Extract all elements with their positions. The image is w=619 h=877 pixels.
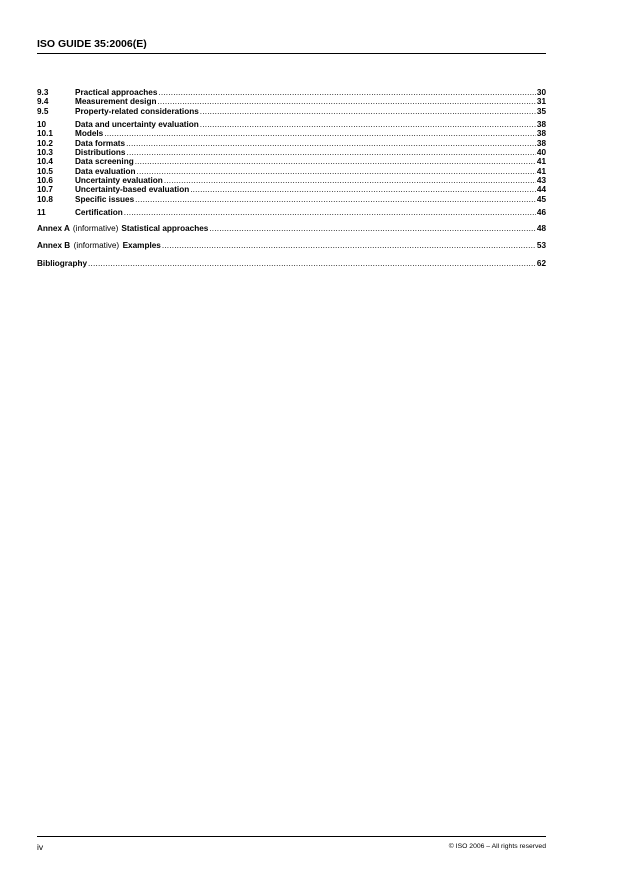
annex-label: Annex B — [37, 241, 71, 251]
toc-entry-page: 38 — [536, 138, 546, 148]
toc-entry[interactable] — [37, 88, 546, 97]
toc-entry-title: Uncertainty-based evaluation — [75, 185, 190, 195]
toc-entry-number: 10.4 — [37, 157, 53, 167]
toc-entry-title: Examples — [122, 241, 161, 251]
toc-entry[interactable] — [37, 120, 546, 129]
toc-entry[interactable] — [37, 139, 546, 148]
dot-leader — [158, 88, 536, 97]
toc-entry-page: 62 — [536, 258, 546, 268]
dot-leader — [124, 208, 536, 217]
header-divider — [37, 53, 546, 54]
toc-entry-title: Models — [75, 129, 104, 139]
annex-type: (informative) — [73, 241, 120, 251]
toc-entry-title: Data screening — [75, 157, 134, 167]
toc-bibliography-entry[interactable] — [37, 259, 546, 268]
toc-entry-page: 44 — [536, 185, 546, 195]
toc-entry-number: 10 — [37, 120, 47, 130]
dot-leader — [157, 97, 535, 106]
toc-entry-title: Distributions — [75, 148, 126, 158]
toc-entry-number: 10.6 — [37, 175, 53, 185]
toc-entry-page: 41 — [536, 166, 546, 176]
toc-entry-page: 45 — [536, 194, 546, 204]
dot-leader — [162, 241, 536, 250]
annex-type: (informative) — [72, 223, 119, 233]
toc-entry-title: Certification — [75, 208, 123, 218]
toc-entry-number: 10.5 — [37, 166, 53, 176]
dot-leader — [164, 176, 536, 185]
toc-entry-number: 10.7 — [37, 185, 53, 195]
toc-entry-title: Data evaluation — [75, 166, 136, 176]
copyright-notice: © ISO 2006 – All rights reserved — [448, 843, 546, 850]
toc-entry-page: 31 — [536, 97, 546, 107]
toc-entry-page: 38 — [536, 129, 546, 139]
toc-entry[interactable] — [37, 157, 546, 166]
toc-entry[interactable] — [37, 208, 546, 217]
dot-leader — [190, 185, 536, 194]
toc-entry-page: 43 — [536, 175, 546, 185]
toc-entry-title: Statistical approaches — [121, 223, 209, 233]
dot-leader — [209, 224, 536, 233]
toc-entry-title: Specific issues — [75, 194, 135, 204]
toc-entry-page: 35 — [536, 106, 546, 116]
page-number: iv — [37, 842, 44, 852]
toc-entry-page: 41 — [536, 157, 546, 167]
toc-entry-number: 10.2 — [37, 138, 53, 148]
dot-leader — [126, 139, 536, 148]
dot-leader — [88, 259, 536, 268]
toc-entry-number: 9.3 — [37, 88, 49, 97]
toc-entry[interactable] — [37, 129, 546, 138]
toc-entry[interactable] — [37, 148, 546, 157]
toc-entry[interactable] — [37, 176, 546, 185]
toc-entry-title: Uncertainty evaluation — [75, 175, 163, 185]
toc-entry-title: Property-related considerations — [75, 106, 199, 116]
dot-leader — [127, 148, 536, 157]
toc-entry-page: 38 — [536, 120, 546, 130]
toc-annex-entry[interactable] — [37, 241, 546, 250]
toc-entry[interactable] — [37, 195, 546, 204]
dot-leader — [137, 167, 536, 176]
footer-divider — [37, 836, 546, 837]
toc-entry-number: 11 — [37, 208, 46, 218]
toc-entry[interactable] — [37, 97, 546, 106]
toc-entry-title: Data formats — [75, 138, 126, 148]
toc-entry-number: 9.4 — [37, 97, 49, 107]
dot-leader — [200, 120, 536, 129]
toc-entry-title: Data and uncertainty evaluation — [75, 120, 199, 130]
toc-annex-entry[interactable] — [37, 224, 546, 233]
toc-entry-number: 9.5 — [37, 106, 49, 116]
toc-entry-page: 53 — [536, 241, 546, 251]
toc-entry[interactable] — [37, 167, 546, 176]
dot-leader — [104, 129, 536, 138]
dot-leader — [135, 195, 536, 204]
toc-entry-number: 10.1 — [37, 129, 53, 139]
toc-entry-page: 40 — [536, 148, 546, 158]
toc-entry-number: 10.3 — [37, 148, 53, 158]
toc-entry[interactable] — [37, 185, 546, 194]
toc-entry-page: 48 — [536, 223, 546, 233]
dot-leader — [200, 107, 536, 116]
annex-label: Annex A — [37, 223, 70, 233]
toc-entry[interactable] — [37, 107, 546, 116]
toc-entry-page: 46 — [536, 208, 546, 218]
document-header-title: ISO GUIDE 35:2006(E) — [37, 38, 147, 50]
table-of-contents — [37, 88, 546, 268]
dot-leader — [135, 157, 536, 166]
toc-entry-title: Measurement design — [75, 97, 157, 107]
toc-entry-title: Bibliography — [37, 258, 88, 268]
toc-entry-number: 10.8 — [37, 194, 53, 204]
toc-entry-title: Practical approaches — [75, 88, 158, 97]
toc-entry-page: 30 — [536, 88, 546, 97]
